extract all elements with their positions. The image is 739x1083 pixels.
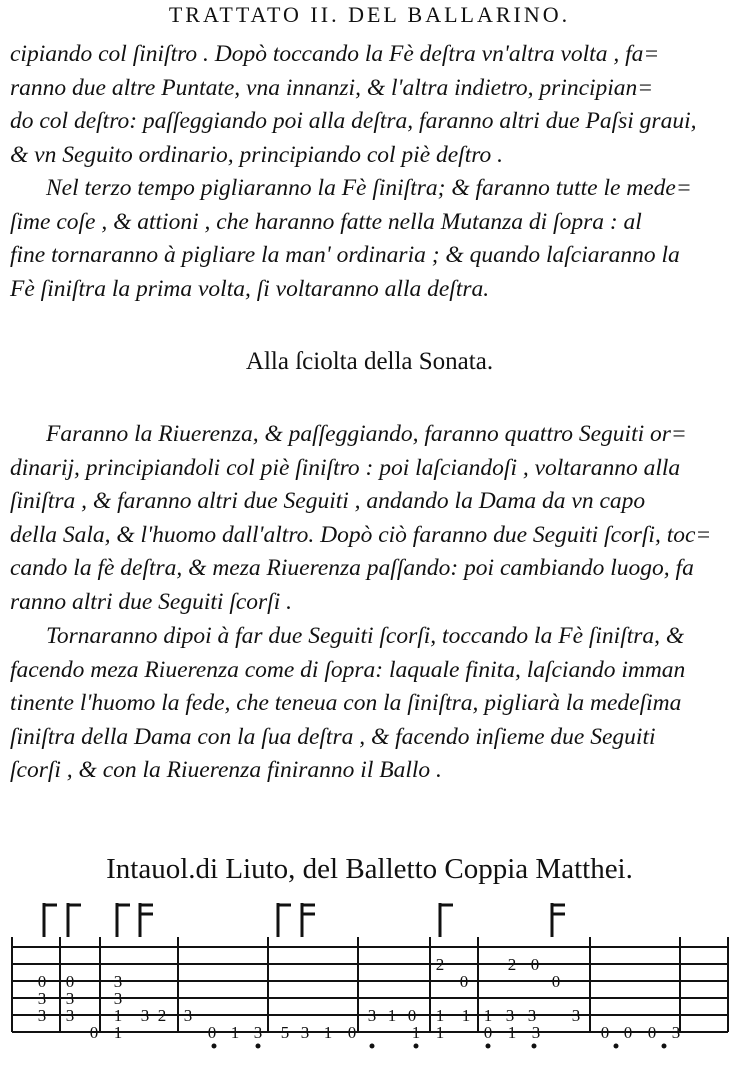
text-line: do col deſtro: paſſeggiando poi alla deſtra, faranno altri due Paſsi graui, [10,108,697,134]
tab-note: 3 [37,1006,47,1025]
tab-note: 1 [230,1023,240,1042]
tab-note: 3 [531,1023,541,1042]
tab-note: 0 [347,1023,357,1042]
text-line: Tornaranno dipoi à far due Seguiti ſcorſi, toccando la Fè ſiniſtra, & [46,623,685,649]
lute-tablature [0,895,739,1083]
tab-note: 0 [407,1006,417,1025]
tab-note: 0 [551,972,561,991]
text-line: Faranno la Riuerenza, & paſſeggiando, faranno quattro Seguiti or= [46,421,687,447]
tab-dot [212,1044,217,1049]
tab-note: 0 [65,972,75,991]
tab-dot [256,1044,261,1049]
tab-dot [614,1044,619,1049]
tab-note: 3 [65,1006,75,1025]
tab-note: 3 [300,1023,310,1042]
tab-dot [414,1044,419,1049]
tab-note: 3 [183,1006,193,1025]
paragraph-2 [10,172,730,306]
tab-note: 3 [113,989,123,1008]
text-line: fine tornaranno à pigliare la man' ordinaria ; & quando laſciaranno la [10,242,680,268]
text-line: cipiando col ſiniſtro . Dopò toccando la Fè deſtra vn'altra volta , fa= [10,41,660,67]
page-header: TRATTATO II. DEL BALLARINO. [168,2,571,27]
tab-note: 3 [505,1006,515,1025]
text-line: ranno altri due Seguiti ſcorſi . [10,588,292,615]
tab-note: 3 [253,1023,263,1042]
tab-note: 3 [671,1023,681,1042]
tab-note: 1 [411,1023,421,1042]
tab-note: 0 [483,1023,493,1042]
tab-note: 3 [571,1006,581,1025]
text-line: ranno due altre Puntate, vna innanzi, & l'altra indietro, principian= [10,74,654,101]
tab-note: 1 [461,1006,471,1025]
tab-note: 3 [37,989,47,1008]
tab-note: 0 [647,1023,657,1042]
tab-note: 1 [483,1006,493,1025]
tab-note: 3 [65,989,75,1008]
tab-note: 3 [140,1006,150,1025]
tab-note: 2 [435,955,445,974]
tab-note: 0 [89,1023,99,1042]
tab-dot [532,1044,537,1049]
rhythm-flags [44,903,565,937]
paragraph-3 [10,418,730,619]
text-line: ſiniſtra , & faranno altri due Seguiti , andando la Dama da vn capo [10,488,646,514]
text-line: della Sala, & l'huomo dall'altro. Dopò ciò faranno due Seguiti ſcorſi, toc= [10,521,712,548]
tab-note: 3 [527,1006,537,1025]
tablature-title: Intauol.di Liuto, del Balletto Coppia Matthei. [106,853,633,885]
tab-dot [662,1044,667,1049]
paragraph-4 [10,620,730,788]
text-line: ſime coſe , & attioni , che haranno fatte nella Mutanza di ſopra : al [10,208,642,235]
tab-note: 0 [623,1023,633,1042]
text-line: Nel terzo tempo pigliaranno la Fè ſiniſtra; & faranno tutte le mede= [46,175,692,201]
tab-note: 2 [507,955,517,974]
tab-note: 2 [157,1006,167,1025]
text-line: ſiniſtra della Dama con la ſua deſtra , & facendo inſieme due Seguiti [10,723,656,750]
tab-dot [370,1044,375,1049]
tab-note: 3 [113,972,123,991]
text-line: & vn Seguito ordinario, principiando col piè deſtro . [10,141,504,168]
tab-note: 1 [387,1006,397,1025]
tab-note: 1 [323,1023,333,1042]
tab-note: 0 [459,972,469,991]
text-line: Fè ſiniſtra la prima volta, ſi voltaranno alla deſtra. [10,275,490,302]
tab-note: 1 [435,1006,445,1025]
tab-note: 5 [280,1023,290,1042]
tab-note: 0 [600,1023,610,1042]
tab-note: 1 [507,1023,517,1042]
text-line: dinarij, principiandoli col piè ſiniſtro : poi laſciandoſi , voltaranno alla [10,454,681,481]
tab-note: 1 [113,1023,123,1042]
section-title: Alla ſciolta della Sonata. [245,348,494,375]
tab-note: 0 [37,972,47,991]
tab-dot [486,1044,491,1049]
text-line: cando la fè deſtra, & meza Riuerenza paſſando: poi cambiando luogo, fa [10,555,694,581]
tab-note: 1 [435,1023,445,1042]
tab-note: 0 [530,955,540,974]
tab-note: 0 [207,1023,217,1042]
tab-note: 1 [113,1006,123,1025]
text-line: tinente l'huomo la fede, che teneua con la ſiniſtra, pigliarà la medeſima [10,690,682,716]
text-line: ſcorſi , & con la Riuerenza finiranno il Ballo . [10,757,442,783]
tab-note: 3 [367,1006,377,1025]
paragraph-1 [10,38,730,172]
text-line: facendo meza Riuerenza come di ſopra: laquale finita, laſciando imman [10,656,686,683]
